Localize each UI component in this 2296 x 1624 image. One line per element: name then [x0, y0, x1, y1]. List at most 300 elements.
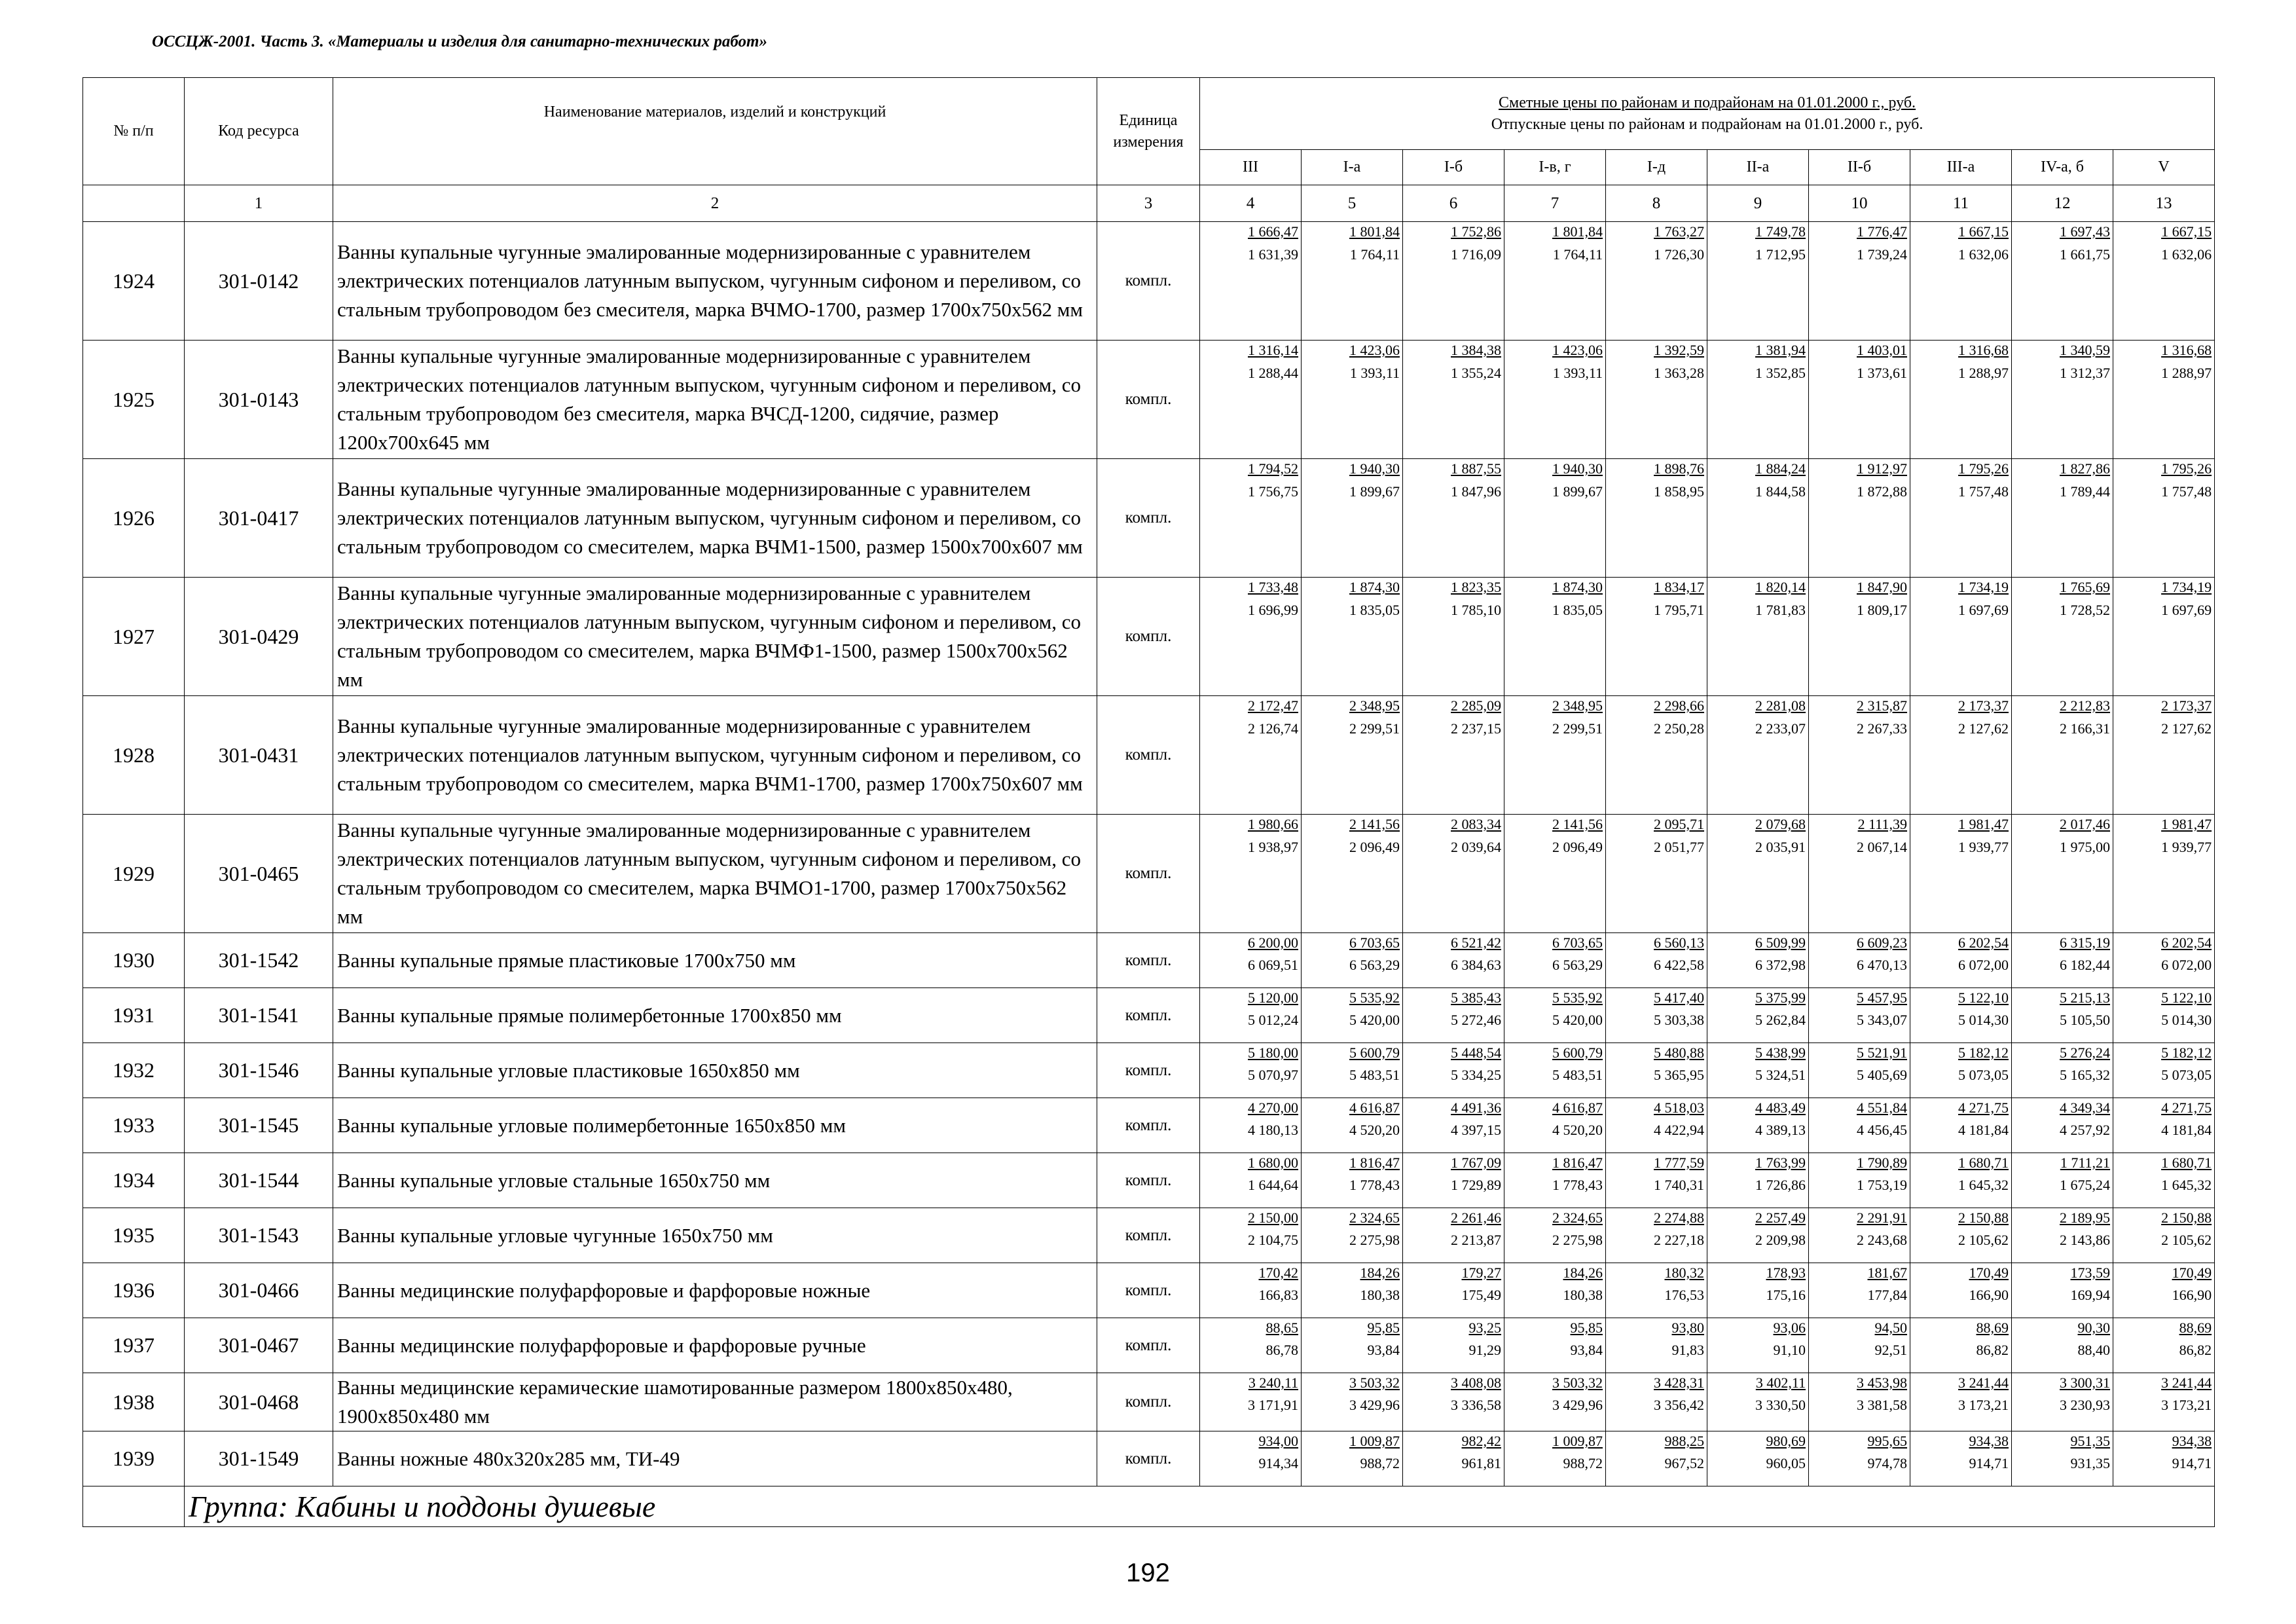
estimated-price: 3 241,44	[2161, 1375, 2212, 1391]
material-name: Ванны ножные 480x320x285 мм, ТИ-49	[333, 1431, 1097, 1486]
price-cell	[2113, 933, 2215, 988]
column-number: 13	[2113, 185, 2215, 222]
price-cell	[2012, 696, 2113, 815]
price-cell	[1809, 1263, 1910, 1318]
estimated-price: 1 898,76	[1654, 460, 1704, 477]
release-price: 4 422,94	[1654, 1122, 1704, 1138]
release-price: 2 213,87	[1451, 1232, 1501, 1248]
price-cell	[1504, 1098, 1606, 1153]
release-price: 1 899,67	[1552, 483, 1603, 500]
price-cell	[1707, 578, 1809, 696]
unit-of-measure: компл.	[1097, 1263, 1200, 1318]
column-number: 5	[1302, 185, 1403, 222]
estimated-price: 1 820,14	[1755, 579, 1806, 595]
estimated-price: 2 348,95	[1349, 697, 1400, 714]
table-row	[83, 222, 2215, 341]
release-price: 967,52	[1664, 1455, 1704, 1471]
estimated-price: 184,26	[1360, 1264, 1400, 1281]
release-price: 176,53	[1664, 1287, 1704, 1303]
release-price: 1 835,05	[1349, 602, 1400, 618]
resource-code: 301-1549	[185, 1431, 333, 1486]
price-cell	[1910, 933, 2012, 988]
price-cell	[1200, 1373, 1302, 1431]
price-cell	[1403, 1043, 1504, 1098]
price-cell	[1200, 578, 1302, 696]
estimated-price: 1 981,47	[2161, 816, 2212, 832]
price-cell	[2012, 222, 2113, 341]
estimated-price: 6 509,99	[1755, 934, 1806, 951]
price-cell	[1504, 1318, 1606, 1373]
group-label: Группа: Кабины и поддоны душевые	[185, 1486, 2215, 1527]
estimated-price: 1 711,21	[2060, 1154, 2110, 1171]
price-cell	[1910, 1373, 2012, 1431]
release-price: 4 180,13	[1248, 1122, 1298, 1138]
estimated-price: 3 408,08	[1451, 1375, 1501, 1391]
price-cell	[1606, 1318, 1707, 1373]
estimated-price: 5 535,92	[1349, 989, 1400, 1006]
estimated-price: 934,00	[1258, 1433, 1298, 1449]
release-price: 1 975,00	[2060, 839, 2110, 855]
table-row	[83, 1153, 2215, 1208]
price-cell	[1707, 1263, 1809, 1318]
price-cell	[1504, 341, 1606, 459]
estimated-price: 6 521,42	[1451, 934, 1501, 951]
estimated-price: 2 150,88	[1958, 1209, 2009, 1226]
row-number: 1928	[83, 696, 185, 815]
release-price: 1 729,89	[1451, 1177, 1501, 1193]
price-cell	[1302, 988, 1403, 1043]
estimated-price: 1 847,90	[1857, 579, 1907, 595]
resource-code: 301-0429	[185, 578, 333, 696]
release-price: 4 456,45	[1857, 1122, 1907, 1138]
material-name: Ванны купальные прямые пластиковые 1700x750 мм	[333, 933, 1097, 988]
estimated-price: 5 182,12	[1958, 1044, 2009, 1061]
unit-of-measure: компл.	[1097, 933, 1200, 988]
release-price: 914,71	[1969, 1455, 2009, 1471]
estimated-price: 1 316,68	[2161, 342, 2212, 358]
price-cell	[1504, 1431, 1606, 1486]
estimated-price: 1 340,59	[2060, 342, 2110, 358]
estimated-price: 1 776,47	[1857, 223, 1907, 240]
price-cell	[1707, 341, 1809, 459]
price-cell	[1707, 933, 1809, 988]
release-price: 5 165,32	[2060, 1067, 2110, 1083]
unit-of-measure: компл.	[1097, 1318, 1200, 1373]
price-cell	[1504, 578, 1606, 696]
estimated-price: 1 749,78	[1755, 223, 1806, 240]
resource-code: 301-1542	[185, 933, 333, 988]
release-price: 1 847,96	[1451, 483, 1501, 500]
estimated-price: 5 122,10	[2161, 989, 2212, 1006]
release-price: 6 069,51	[1248, 957, 1298, 973]
estimated-price: 4 483,49	[1755, 1099, 1806, 1116]
estimated-price: 5 120,00	[1248, 989, 1298, 1006]
release-price: 1 753,19	[1857, 1177, 1907, 1193]
price-cell	[2113, 578, 2215, 696]
estimated-price: 1 381,94	[1755, 342, 1806, 358]
material-name: Ванны купальные прямые полимербетонные 1700x850 мм	[333, 988, 1097, 1043]
price-cell	[1403, 341, 1504, 459]
group-row	[83, 1486, 2215, 1527]
group-row-empty-cell	[83, 1486, 185, 1527]
release-price: 2 105,62	[1958, 1232, 2009, 1248]
release-price: 91,29	[1468, 1342, 1501, 1358]
release-price: 6 072,00	[2161, 957, 2212, 973]
release-price: 1 355,24	[1451, 365, 1501, 381]
price-cell	[1707, 1098, 1809, 1153]
release-price: 4 520,20	[1552, 1122, 1603, 1138]
release-price: 91,83	[1671, 1342, 1704, 1358]
price-cell	[2113, 1153, 2215, 1208]
estimated-price: 94,50	[1874, 1320, 1907, 1336]
estimated-price: 1 827,86	[2060, 460, 2110, 477]
price-cell	[1403, 815, 1504, 933]
price-cell	[1200, 1208, 1302, 1263]
resource-code: 301-0417	[185, 459, 333, 578]
price-cell	[1504, 1043, 1606, 1098]
price-cell	[1302, 1318, 1403, 1373]
release-price: 6 072,00	[1958, 957, 2009, 973]
price-cell	[2012, 933, 2113, 988]
column-number: 10	[1809, 185, 1910, 222]
table-row	[83, 578, 2215, 696]
price-cell	[1504, 815, 1606, 933]
price-cell	[2012, 459, 2113, 578]
material-name: Ванны медицинские керамические шамотированные размером 1800x850x480, 1900x850x480 мм	[333, 1373, 1097, 1431]
price-cell	[1606, 1043, 1707, 1098]
header-region: I-а	[1302, 150, 1403, 185]
release-price: 1 697,69	[2161, 602, 2212, 618]
release-price: 2 275,98	[1349, 1232, 1400, 1248]
estimated-price: 2 261,46	[1451, 1209, 1501, 1226]
release-price: 3 336,58	[1451, 1397, 1501, 1413]
release-price: 5 405,69	[1857, 1067, 1907, 1083]
release-price: 961,81	[1461, 1455, 1501, 1471]
release-price: 5 272,46	[1451, 1012, 1501, 1028]
row-number: 1924	[83, 222, 185, 341]
release-price: 5 483,51	[1349, 1067, 1400, 1083]
estimated-price: 1 392,59	[1654, 342, 1704, 358]
material-name: Ванны медицинские полуфарфоровые и фарфоровые ручные	[333, 1318, 1097, 1373]
estimated-price: 88,69	[1976, 1320, 2009, 1336]
release-price: 3 173,21	[1958, 1397, 2009, 1413]
estimated-price: 2 095,71	[1654, 816, 1704, 832]
estimated-price: 2 348,95	[1552, 697, 1603, 714]
unit-of-measure: компл.	[1097, 1373, 1200, 1431]
price-cell	[1910, 341, 2012, 459]
header-name: Наименование материалов, изделий и конструкций	[333, 78, 1097, 185]
release-price: 1 757,48	[1958, 483, 2009, 500]
release-price: 1 726,86	[1755, 1177, 1806, 1193]
unit-of-measure: компл.	[1097, 1431, 1200, 1486]
release-price: 988,72	[1563, 1455, 1603, 1471]
price-cell	[1910, 1318, 2012, 1373]
price-cell	[1504, 1153, 1606, 1208]
release-price: 92,51	[1874, 1342, 1907, 1358]
release-price: 2 233,07	[1755, 720, 1806, 737]
release-price: 5 420,00	[1552, 1012, 1603, 1028]
release-price: 1 632,06	[2161, 246, 2212, 263]
estimated-price: 3 240,11	[1248, 1375, 1298, 1391]
header-num: № п/п	[83, 78, 185, 185]
estimated-price: 5 448,54	[1451, 1044, 1501, 1061]
estimated-price: 90,30	[2077, 1320, 2110, 1336]
release-price: 1 756,75	[1248, 483, 1298, 500]
material-name: Ванны купальные чугунные эмалированные модернизированные с уравнителем электрических потенциалов латунным выпуском, чугунным сифоном и переливом, со стальным трубопроводом со смесителем, марка ВЧМ1-1700, размер 1700x750x607 мм	[333, 696, 1097, 815]
price-cell	[1302, 341, 1403, 459]
estimated-price: 980,69	[1766, 1433, 1806, 1449]
estimated-price: 95,85	[1570, 1320, 1603, 1336]
release-price: 175,16	[1766, 1287, 1806, 1303]
release-price: 1 795,71	[1654, 602, 1704, 618]
price-cell	[2012, 1373, 2113, 1431]
price-cell	[2113, 988, 2215, 1043]
release-price: 2 299,51	[1349, 720, 1400, 737]
price-cell	[1707, 1373, 1809, 1431]
estimated-price: 1 834,17	[1654, 579, 1704, 595]
price-cell	[1200, 1318, 1302, 1373]
estimated-price: 1 765,69	[2060, 579, 2110, 595]
header-region: II-б	[1809, 150, 1910, 185]
release-price: 914,34	[1258, 1455, 1298, 1471]
release-price: 2 209,98	[1755, 1232, 1806, 1248]
estimated-price: 1 777,59	[1654, 1154, 1704, 1171]
release-price: 5 014,30	[1958, 1012, 2009, 1028]
price-cell	[1200, 1098, 1302, 1153]
price-cell	[1200, 459, 1302, 578]
price-cell	[1809, 1373, 1910, 1431]
estimated-price: 1 912,97	[1857, 460, 1907, 477]
price-cell	[1707, 1431, 1809, 1486]
material-name: Ванны купальные чугунные эмалированные модернизированные с уравнителем электрических потенциалов латунным выпуском, чугунным сифоном и переливом, со стальным трубопроводом без смесителя, марка ВЧМО-1700, размер 1700x750x562 мм	[333, 222, 1097, 341]
estimated-price: 5 375,99	[1755, 989, 1806, 1006]
release-price: 2 250,28	[1654, 720, 1704, 737]
price-cell	[1809, 1153, 1910, 1208]
price-cell	[1910, 988, 2012, 1043]
resource-code: 301-1543	[185, 1208, 333, 1263]
table-row	[83, 1043, 2215, 1098]
price-cell	[1504, 222, 1606, 341]
row-number: 1933	[83, 1098, 185, 1153]
estimated-price: 1 423,06	[1552, 342, 1603, 358]
price-cell	[1302, 1098, 1403, 1153]
release-price: 1 764,11	[1349, 246, 1400, 263]
release-price: 4 397,15	[1451, 1122, 1501, 1138]
release-price: 2 227,18	[1654, 1232, 1704, 1248]
release-price: 988,72	[1360, 1455, 1400, 1471]
column-number-empty	[83, 185, 185, 222]
release-price: 1 697,69	[1958, 602, 2009, 618]
estimated-price: 5 276,24	[2060, 1044, 2110, 1061]
row-number: 1927	[83, 578, 185, 696]
row-number: 1938	[83, 1373, 185, 1431]
price-cell	[1606, 815, 1707, 933]
price-cell	[1809, 815, 1910, 933]
estimated-price: 1 940,30	[1552, 460, 1603, 477]
estimated-price: 93,80	[1671, 1320, 1704, 1336]
estimated-price: 1 763,27	[1654, 223, 1704, 240]
price-cell	[1606, 1431, 1707, 1486]
estimated-price: 1 752,86	[1451, 223, 1501, 240]
release-price: 2 299,51	[1552, 720, 1603, 737]
price-cell	[1606, 222, 1707, 341]
estimated-price: 3 300,31	[2060, 1375, 2110, 1391]
price-cell	[1200, 815, 1302, 933]
price-cell	[1606, 1263, 1707, 1318]
release-price: 1 740,31	[1654, 1177, 1704, 1193]
release-price: 1 696,99	[1248, 602, 1298, 618]
price-cell	[1809, 1043, 1910, 1098]
release-price: 1 778,43	[1552, 1177, 1603, 1193]
release-price: 5 365,95	[1654, 1067, 1704, 1083]
price-cell	[1606, 1153, 1707, 1208]
price-cell	[1809, 988, 1910, 1043]
release-price: 3 429,96	[1349, 1397, 1400, 1413]
price-cell	[2113, 1043, 2215, 1098]
price-cell	[1504, 696, 1606, 815]
price-cell	[1910, 1098, 2012, 1153]
release-price: 4 181,84	[2161, 1122, 2212, 1138]
estimated-price: 1 680,00	[1248, 1154, 1298, 1171]
estimated-price: 1 680,71	[1958, 1154, 2009, 1171]
release-price: 5 012,24	[1248, 1012, 1298, 1028]
price-cell	[1200, 1043, 1302, 1098]
price-cell	[2113, 1098, 2215, 1153]
price-cell	[1707, 815, 1809, 933]
release-price: 4 389,13	[1755, 1122, 1806, 1138]
estimated-price: 2 173,37	[2161, 697, 2212, 714]
release-price: 1 781,83	[1755, 602, 1806, 618]
release-price: 2 275,98	[1552, 1232, 1603, 1248]
estimated-price: 3 503,32	[1349, 1375, 1400, 1391]
price-cell	[1504, 933, 1606, 988]
price-cell	[1302, 1043, 1403, 1098]
price-cell	[2012, 1098, 2113, 1153]
estimated-price: 179,27	[1461, 1264, 1501, 1281]
price-cell	[1910, 696, 2012, 815]
price-cell	[2113, 1373, 2215, 1431]
unit-of-measure: компл.	[1097, 988, 1200, 1043]
unit-of-measure: компл.	[1097, 578, 1200, 696]
estimated-price: 1 763,99	[1755, 1154, 1806, 1171]
price-cell	[1707, 988, 1809, 1043]
release-price: 3 330,50	[1755, 1397, 1806, 1413]
price-cell	[2113, 1318, 2215, 1373]
column-number: 9	[1707, 185, 1809, 222]
estimated-price: 6 200,00	[1248, 934, 1298, 951]
estimated-price: 6 315,19	[2060, 934, 2110, 951]
column-number: 11	[1910, 185, 2012, 222]
price-cell	[1606, 933, 1707, 988]
resource-code: 301-1545	[185, 1098, 333, 1153]
estimated-price: 170,49	[1969, 1264, 2009, 1281]
price-cell	[1504, 988, 1606, 1043]
unit-of-measure: компл.	[1097, 341, 1200, 459]
release-price: 1 632,06	[1958, 246, 2009, 263]
release-price: 5 070,97	[1248, 1067, 1298, 1083]
estimated-price: 88,69	[2179, 1320, 2212, 1336]
release-price: 86,82	[2179, 1342, 2212, 1358]
release-price: 180,38	[1360, 1287, 1400, 1303]
release-price: 86,78	[1266, 1342, 1298, 1358]
estimated-price: 5 182,12	[2161, 1044, 2212, 1061]
release-price: 1 764,11	[1552, 246, 1603, 263]
price-cell	[1302, 1208, 1403, 1263]
release-price: 166,83	[1258, 1287, 1298, 1303]
release-price: 3 429,96	[1552, 1397, 1603, 1413]
estimated-price: 4 616,87	[1552, 1099, 1603, 1116]
estimated-price: 1 009,87	[1349, 1433, 1400, 1449]
estimated-price: 6 560,13	[1654, 934, 1704, 951]
release-price: 1 739,24	[1857, 246, 1907, 263]
release-price: 1 835,05	[1552, 602, 1603, 618]
price-cell	[1302, 1153, 1403, 1208]
estimated-price: 178,93	[1766, 1264, 1806, 1281]
price-cell	[1504, 1263, 1606, 1318]
resource-code: 301-0465	[185, 815, 333, 933]
estimated-price: 2 324,65	[1552, 1209, 1603, 1226]
estimated-price: 2 017,46	[2060, 816, 2110, 832]
price-cell	[1302, 222, 1403, 341]
price-cell	[1302, 1373, 1403, 1431]
price-cell	[1200, 222, 1302, 341]
estimated-price: 5 457,95	[1857, 989, 1907, 1006]
release-price: 6 182,44	[2060, 957, 2110, 973]
price-cell	[1200, 1153, 1302, 1208]
release-price: 175,49	[1461, 1287, 1501, 1303]
estimated-price: 2 212,83	[2060, 697, 2110, 714]
estimated-price: 6 703,65	[1349, 934, 1400, 951]
release-price: 1 288,97	[1958, 365, 2009, 381]
estimated-price: 2 298,66	[1654, 697, 1704, 714]
release-price: 1 726,30	[1654, 246, 1704, 263]
header-region: I-б	[1403, 150, 1504, 185]
release-price: 5 262,84	[1755, 1012, 1806, 1028]
material-name: Ванны купальные чугунные эмалированные модернизированные с уравнителем электрических потенциалов латунным выпуском, чугунным сифоном и переливом, со стальным трубопроводом без смесителя, марка ВЧСД-1200, сидячие, размер 1200x700x645 мм	[333, 341, 1097, 459]
estimated-price: 2 083,34	[1451, 816, 1501, 832]
release-price: 960,05	[1766, 1455, 1806, 1471]
release-price: 5 420,00	[1349, 1012, 1400, 1028]
table-row	[83, 988, 2215, 1043]
release-price: 4 181,84	[1958, 1122, 2009, 1138]
header-region: III-а	[1910, 150, 2012, 185]
estimated-price: 1 734,19	[2161, 579, 2212, 595]
release-price: 6 422,58	[1654, 957, 1704, 973]
release-price: 4 520,20	[1349, 1122, 1400, 1138]
release-price: 2 143,86	[2060, 1232, 2110, 1248]
release-price: 88,40	[2077, 1342, 2110, 1358]
material-name: Ванны купальные угловые чугунные 1650x750 мм	[333, 1208, 1097, 1263]
price-cell	[1809, 696, 1910, 815]
unit-of-measure: компл.	[1097, 1208, 1200, 1263]
unit-of-measure: компл.	[1097, 222, 1200, 341]
release-price: 2 267,33	[1857, 720, 1907, 737]
release-price: 169,94	[2070, 1287, 2110, 1303]
estimated-price: 4 616,87	[1349, 1099, 1400, 1116]
release-price: 1 844,58	[1755, 483, 1806, 500]
price-cell	[1200, 988, 1302, 1043]
estimated-price: 1 981,47	[1958, 816, 2009, 832]
estimated-price: 1 667,15	[1958, 223, 2009, 240]
column-number: 4	[1200, 185, 1302, 222]
price-cell	[1403, 1153, 1504, 1208]
estimated-price: 4 491,36	[1451, 1099, 1501, 1116]
release-price: 2 166,31	[2060, 720, 2110, 737]
release-price: 91,10	[1773, 1342, 1806, 1358]
price-cell	[2012, 1208, 2113, 1263]
price-cell	[1302, 933, 1403, 988]
header-prices-estimated: Сметные цены по районам и подрайонам на 01.01.2000 г., руб.	[1499, 94, 1916, 112]
